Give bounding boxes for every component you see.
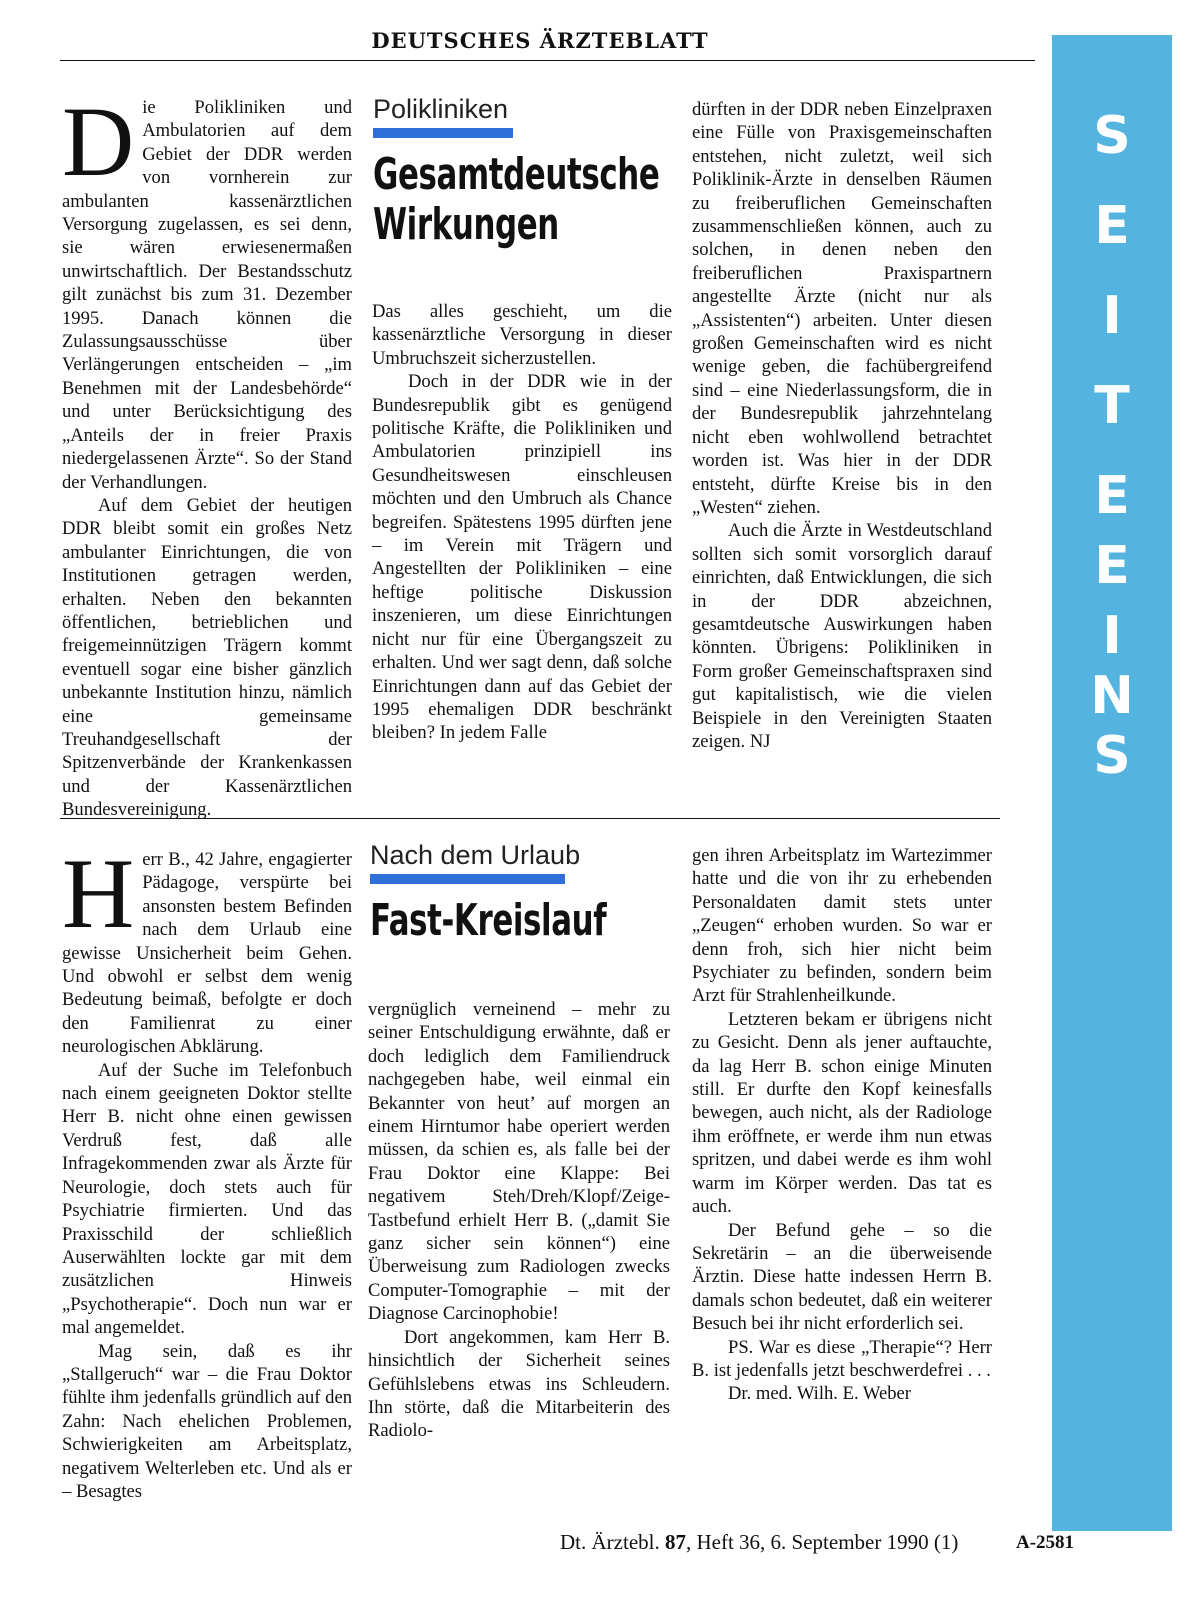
paragraph: Das alles geschieht, um die kassenärztliche Versorgung in dieser Umbruchszeit sicherzustellen. [372,301,672,369]
article-divider [60,818,1000,819]
article1-column-2 [372,300,672,745]
paragraph: Letzteren bekam er übrigens nicht zu Gesicht. Denn als jener auftauchte, da lag Herr B. schon einige Minuten still. Er durfte den Kopf keinesfalls bewegen, auch nicht, als der Radiologe ihm eröffnete, er werde ihm nun etwas spritzen, und dabei werde es ihm wohl warm im Körper werden. Das tat es auch. [692,1008,992,1218]
footer-citation: Dt. Ärztebl. 87, Heft 36, 6. September 1990 (1) [560,1530,959,1554]
sidebar-letter: S [1093,106,1131,166]
volume-number: 87 [664,1530,686,1554]
paragraph: dürften in der DDR neben Einzelpraxen eine Fülle von Praxisgemeinschaften entstehen, nicht zuletzt, weil sich Poliklinik-Ärzte in denselben Räumen zu freiberuflichen Gemeinschaften zusammenschließen können, auch zu solchen, in denen neben den freiberuflichen Praxispartnern angestellte Ärzte (nicht nur als „Assistenten“) arbeiten. Unter diesen großen Gemeinschaften wird es nicht wenige geben, die fachübergreifend sind – eine Niederlassungsform, die in der Bundesrepublik jahrzehntelang nicht eben wohlwollend betrachtet worden ist. Was hier in der DDR entsteht, dürfte Kreise bis in den „Westen“ ziehen. [692,99,992,518]
article2-kicker: Nach dem Urlaub [370,840,581,870]
kicker-bar [370,874,565,884]
sidebar-letter: E [1094,466,1130,526]
paragraph: ie Polikliniken und Ambulatorien auf dem Gebiet der DDR werden von vornherein zur ambulanten kassenärztlichen Versorgung zugelassen, es sei denn, sie wären erwiesenermaßen unwirtschaftlich. Der Bestandsschutz gilt zunächst bis zum 31. Dezember 1995. Danach können die Zulassungsausschüsse über Verlängerungen entscheiden – „im Benehmen mit der Landesbehörde“ und unter Berücksichtigung des „Anteils der in freier Praxis niedergelassenen Ärzte“. So der Stand der Verhandlungen. [62,97,352,493]
paragraph: gen ihren Arbeitsplatz im Wartezimmer hatte und die von ihr zu erhebenden Personaldaten damit stets unter „Zeugen“ erhoben wurden. So war er denn froh, sich hier nicht beim Psychiater zu befinden, sondern beim Arzt für Strahlenheilkunde. [692,845,992,1007]
kicker-bar [373,128,513,138]
paragraph: err B., 42 Jahre, engagierter Pädagoge, verspürte bei ansonsten bestem Befinden nach dem Urlaub eine gewisse Unsicherheit beim Gehen. Und obwohl er selbst dem wenig Bedeutung beimaß, befolgte er doch den Familienrat zu einer neurologischen Abklärung. [62,849,352,1058]
sidebar-letter: T [1094,376,1130,436]
masthead-rule [60,60,1035,61]
paragraph: vergnüglich verneinend – mehr zu seiner Entschuldigung erwähnte, daß er doch lediglich dem Familiendruck nachgegeben habe, weil einmal ein Bekannter von heut’ auf morgen an einem Hirntumor habe operiert werden müssen, da schien es, als falle bei der Frau Doktor eine Klappe: Bei negativem Steh/Dreh/Klopf/Zeige-Tastbefund erhielt Herr B. („damit Sie ganz sicher sein können“) eine Überweisung zum Radiologen zwecks Computer-Tomographie – mit der Diagnose Carcinophobie! [368,999,670,1325]
drop-cap: D [62,86,135,197]
sidebar-letter: I [1102,606,1122,666]
article1-kicker: Polikliniken [373,94,509,124]
sidebar-letter: I [1102,286,1122,346]
paragraph: Auch die Ärzte in Westdeutschland sollten sich somit vorsorglich darauf einrichten, daß Entwicklungen, die sich in der DDR abzeichnen, gesamtdeutsche Auswirkungen haben könnten. Übrigens: Polikliniken in Form großer Gemeinschaftspraxen sind gut kapitalistisch, wie die vielen Beispiele in den Vereinigten Staaten zeigen. NJ [692,520,992,752]
paragraph: Dort angekommen, kam Herr B. hinsichtlich der Sicherheit seines Gefühlslebens etwas ins Schleudern. Ihn störte, daß die Mitarbeiterin des Radiolo- [368,1326,670,1442]
paragraph: Auf dem Gebiet der heutigen DDR bleibt somit ein großes Netz ambulanter Einrichtungen, die von Institutionen getragen werden, erhalten. Neben den bekannten öffentlichen, betrieblichen und freigemeinnützigen Trägern kommt eventuell sogar eine bisher gänzlich unbekannte Institution hinzu, nämlich eine gemeinsame Treuhandgesellschaft der Spitzenverbände der Krankenkassen und der Kassenärztlichen Bundesvereinigung. [62,494,352,821]
sidebar-letter: E [1094,196,1130,256]
sidebar-banner [1052,35,1172,1531]
author-signature: Dr. med. Wilh. E. Weber [728,1383,911,1405]
article2-headline: Fast-Kreislauf [370,895,607,946]
paragraph: Doch in der DDR wie in der Bundesrepublik gibt es genügend politische Kräfte, die Polikliniken und Ambulatorien prinzipiell ins Gesundheitswesen einschleusen möchten und den Umbruch als Chance begreifen. Spätestens 1995 dürften jene – im Verein mit Trägern und Angestellten der Polikliniken – eine heftige politische Diskussion inszenieren, um diese Einrichtungen nicht nur für eine Übergangszeit zu erhalten. Und wer sagt denn, daß solche Einrichtungen dann auf das Gebiet der 1995 ehemaligen DDR beschränkt bleiben? In jedem Falle [372,371,672,744]
page-number: A-2581 [1016,1532,1075,1553]
article1-column-3 [692,98,992,753]
sidebar-letter: E [1094,536,1130,596]
article2-column-2 [368,998,670,1443]
article2-column-1 [62,838,352,1503]
article1-column-1 [62,86,352,822]
drop-cap: H [62,838,135,949]
article1-headline: Gesamtdeutsche Wirkungen [373,149,660,250]
sidebar-letter: S [1093,726,1131,786]
article2-column-3 [692,844,992,1406]
paragraph: Auf der Suche im Telefonbuch nach einem geeigneten Doktor stellte Herr B. nicht ohne einen gewissen Verdruß fest, daß alle Infragekommenden zwar als Ärzte für Neurologie, doch stets auch für Psychiatrie firmierten. Und das Praxisschild der schließlich Auserwählten lockte gar mit dem zusätzlichen Hinweis „Psychotherapie“. Doch nun war er mal angemeldet. [62,1059,352,1339]
paragraph: Mag sein, daß es ihr „Stallgeruch“ war – die Frau Doktor fühlte ihm jedenfalls gründlich auf den Zahn: Nach ehelichen Problemen, Schwierigkeiten am Arbeitsplatz, negativem Welterleben etc. Und als er – Besagtes [62,1340,352,1502]
paragraph: Der Befund gehe – so die Sekretärin – an die überweisende Ärztin. Diese hatte indessen Herrn B. damals schon bedeutet, daß ein weiterer Besuch bei ihr nicht erforderlich sei. [692,1219,992,1335]
masthead: DEUTSCHES ÄRZTEBLATT [371,28,709,53]
paragraph: PS. War es diese „Therapie“? Herr B. ist jedenfalls jetzt beschwerdefrei . . . [692,1336,992,1381]
sidebar-letter: N [1090,666,1134,726]
